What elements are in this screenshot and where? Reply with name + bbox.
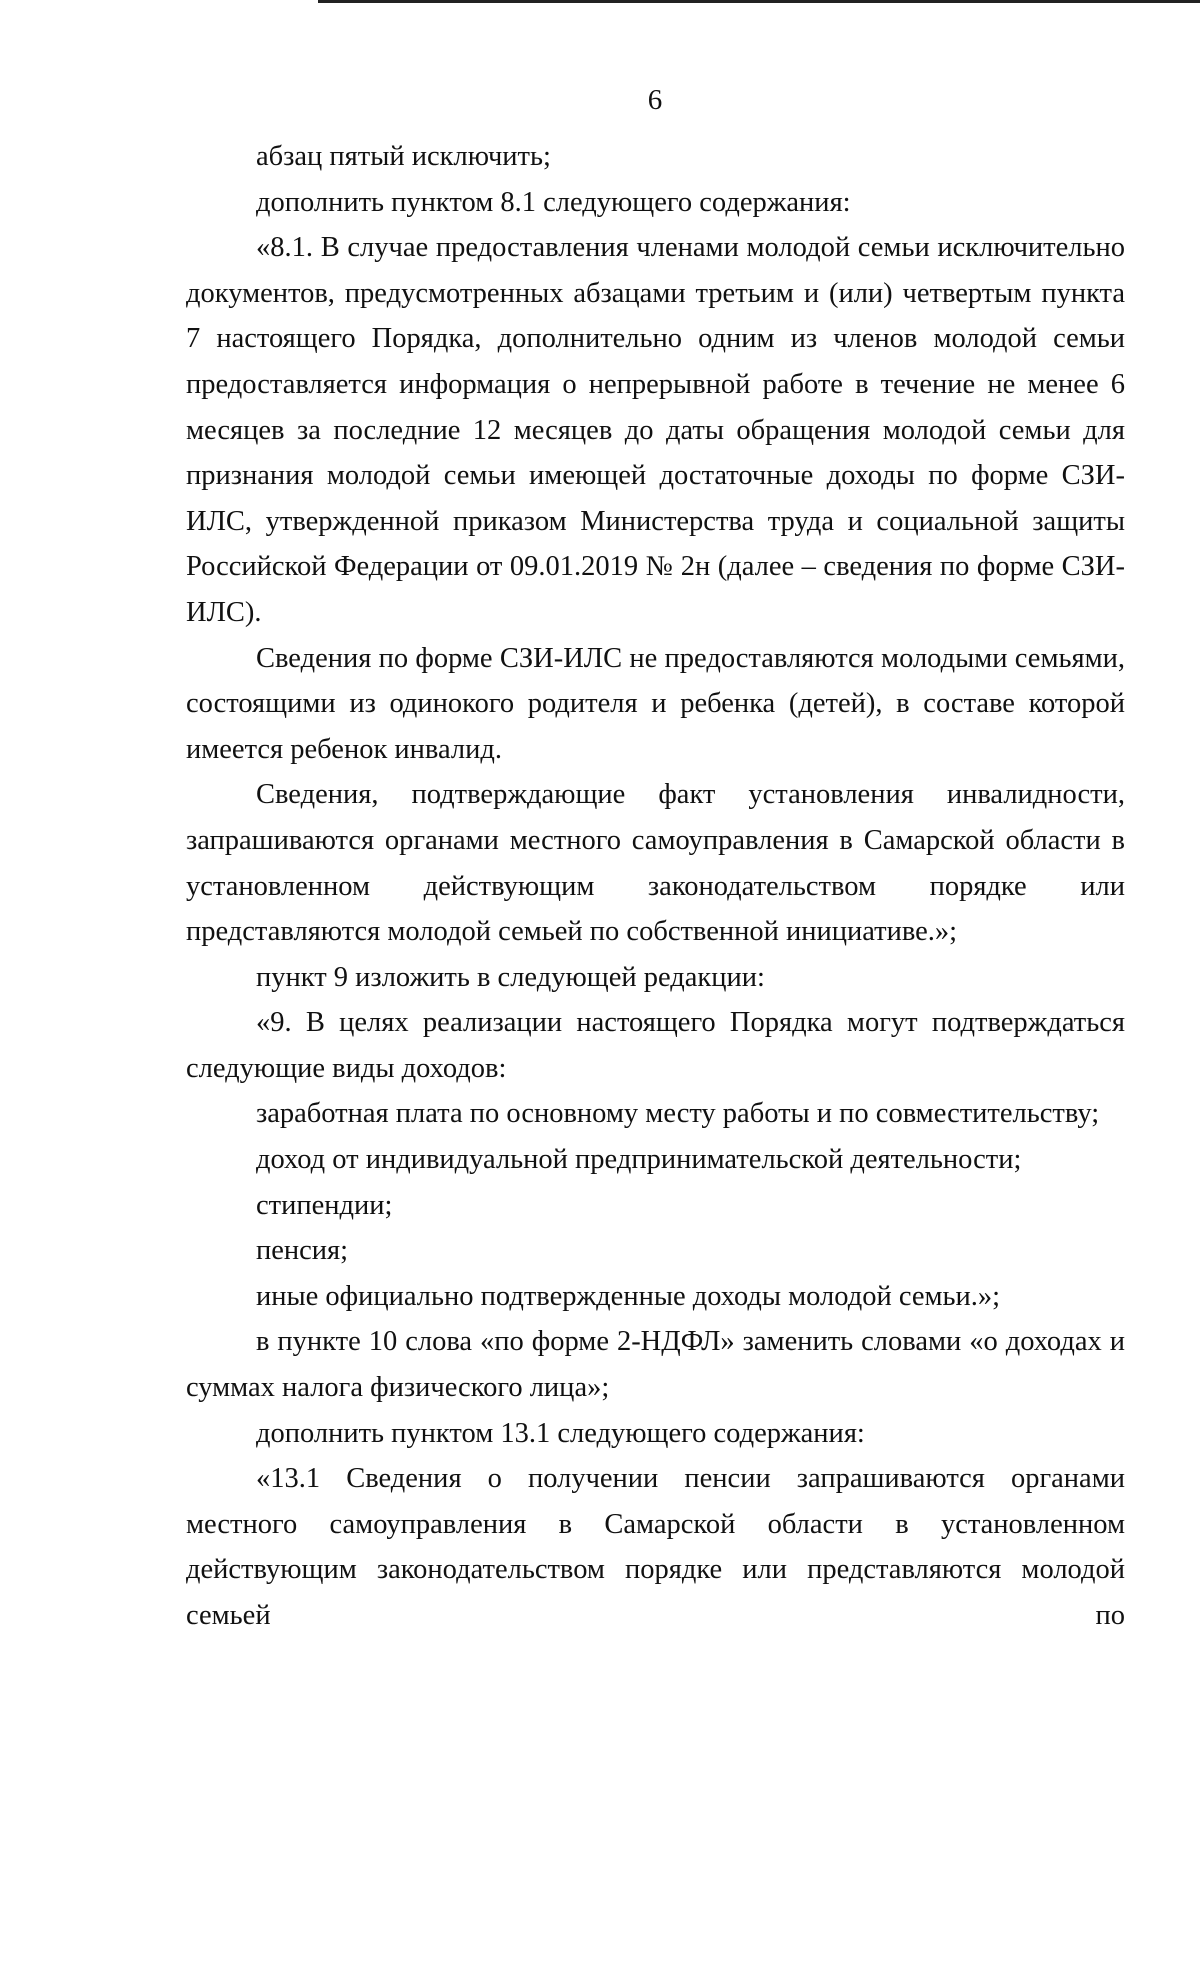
paragraph: «9. В целях реализации настоящего Порядка могут подтверждаться следующие виды доходов: [186, 1007, 1125, 1084]
paragraph: Сведения, подтверждающие факт установления инвалидности, запрашиваются органами местного самоуправления в Самарской области в установленном действующим законодательством порядке или представляются молодой семьей по собственной инициативе.»; [186, 779, 1125, 948]
paragraph: стипендии; [256, 1189, 393, 1221]
top-border-line [318, 0, 1200, 3]
page-number: 6 [647, 84, 663, 116]
paragraph: дополнить пунктом 8.1 следующего содержания: [256, 186, 851, 218]
paragraph: иные официально подтвержденные доходы молодой семьи.»; [256, 1280, 1001, 1312]
paragraph: заработная плата по основному месту работы и по совместительству; [256, 1098, 1100, 1130]
paragraph: дополнить пунктом 13.1 следующего содержания: [256, 1417, 865, 1449]
paragraph: «13.1 Сведения о получении пенсии запрашиваются органами местного самоуправления в Самарской области в установленном действующим законодательством порядке или представляются молодой семьей по [186, 1463, 1125, 1631]
paragraph: пункт 9 изложить в следующей редакции: [256, 961, 765, 993]
paragraph: в пункте 10 слова «по форме 2-НДФЛ» заменить словами «о доходах и суммах налога физического лица»; [186, 1326, 1125, 1404]
paragraph: пенсия; [256, 1235, 349, 1267]
paragraph: «8.1. В случае предоставления членами молодой семьи исключительно документов, предусмотренных абзацами третьим и (или) четвертым пункта 7 настоящего Порядка, дополнительно одним из членов молодой семьи предоставляется информация о непрерывной работе в течение не менее 6 месяцев за последние 12 месяцев до даты обращения молодой семьи для признания молодой семьи имеющей достаточные доходы по форме СЗИ-ИЛС, утвержденной приказом Министерства труда и социальной защиты Российской Федерации от 09.01.2019 № 2н (далее – сведения по форме СЗИ-ИЛС). [186, 232, 1125, 628]
document-body [186, 134, 1125, 1639]
paragraph: Сведения по форме СЗИ-ИЛС не предоставляются молодыми семьями, состоящими из одинокого родителя и ребенка (детей), в составе которой имеется ребенок инвалид. [186, 642, 1125, 765]
paragraph: абзац пятый исключить; [256, 141, 551, 172]
paragraph: доход от индивидуальной предпринимательской деятельности; [256, 1144, 1022, 1176]
